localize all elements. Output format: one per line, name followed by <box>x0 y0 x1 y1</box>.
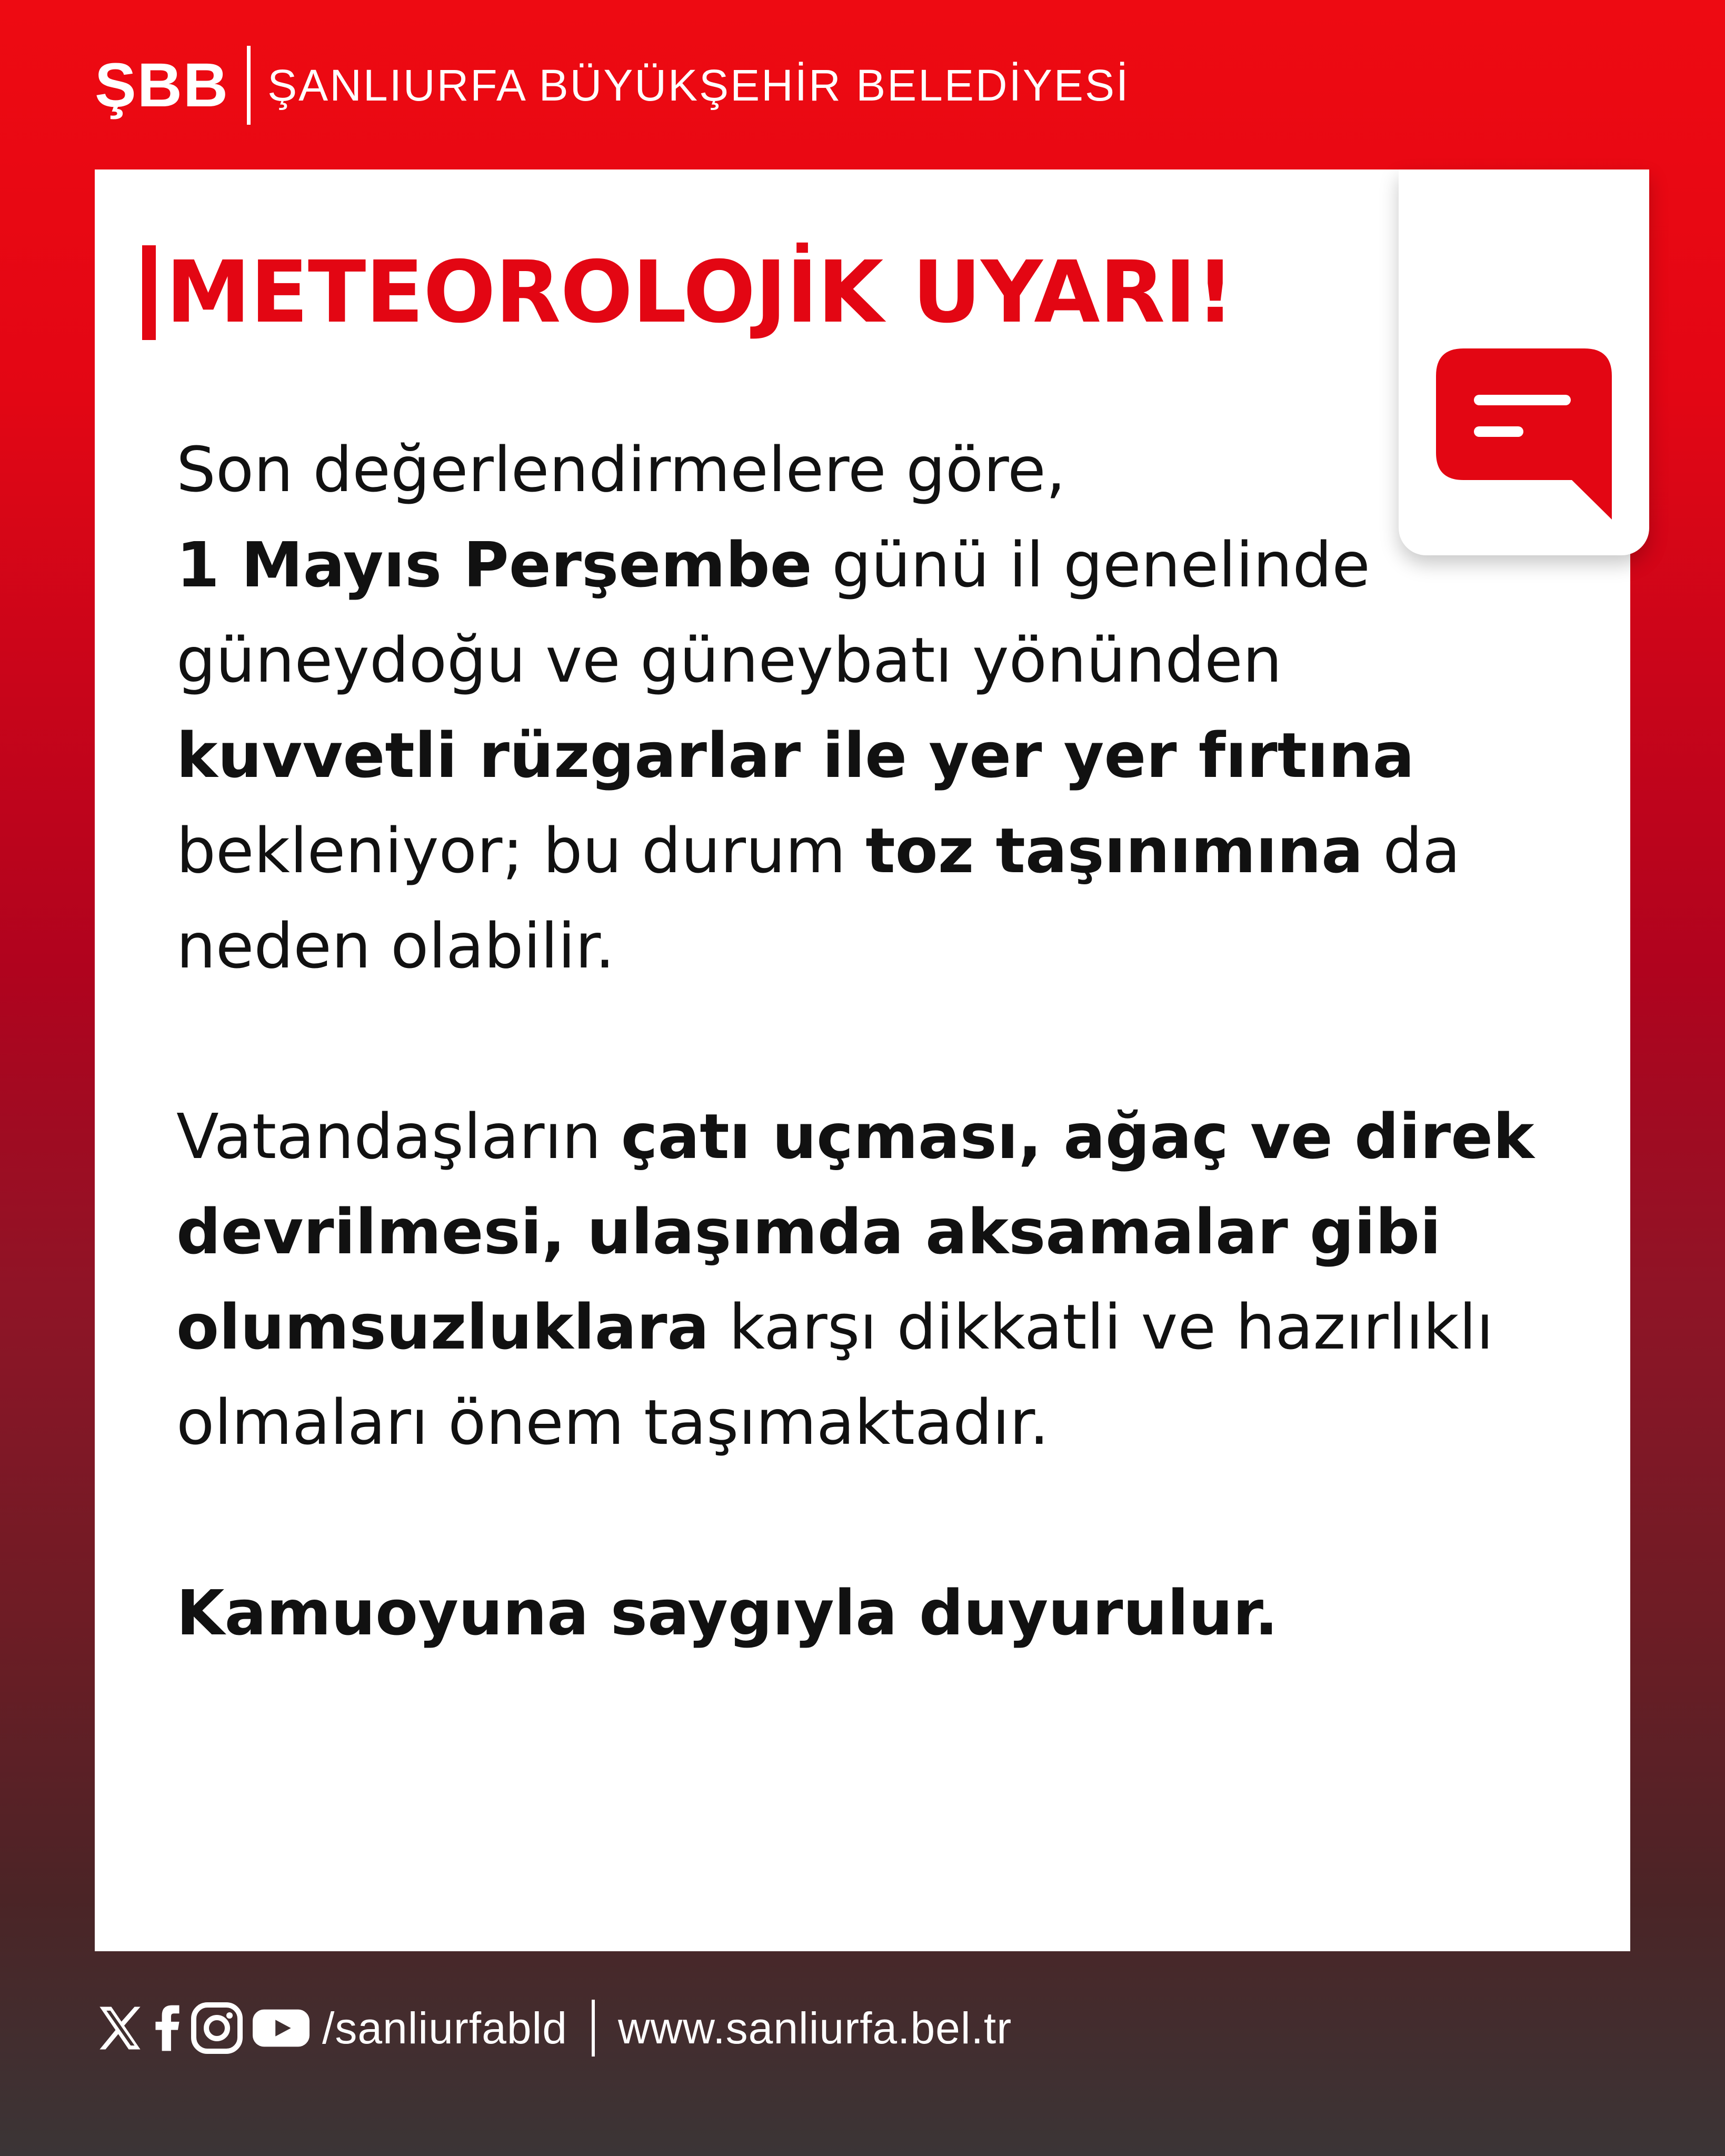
forecast-intro: Son değerlendirmelere göre, <box>176 433 1066 506</box>
organization-name: ŞANLIURFA BÜYÜKŞEHİR BELEDİYESİ <box>267 61 1130 110</box>
facebook-icon[interactable] <box>154 2002 181 2054</box>
forecast-text-2: bekleniyor; bu durum <box>176 814 846 887</box>
paragraph-warning <box>176 1089 1566 1470</box>
paragraph-closing <box>176 1565 1566 1661</box>
title-accent-bar <box>142 245 156 340</box>
header-divider <box>247 46 251 125</box>
forecast-text-1: günü il genelinde güneydoğu ve güneybatı yönünden <box>176 528 1370 696</box>
forecast-dust: toz taşınımına <box>865 814 1363 887</box>
social-handle[interactable]: /sanliurfabld <box>322 2003 567 2053</box>
footer <box>96 1999 1012 2057</box>
closing-text: Kamuoyuna saygıyla duyurulur. <box>176 1576 1279 1649</box>
paragraph-forecast <box>176 422 1566 994</box>
website-link[interactable]: www.sanliurfa.bel.tr <box>617 2003 1012 2053</box>
forecast-date: 1 Mayıs Perşembe <box>176 528 812 601</box>
header <box>95 43 1130 127</box>
forecast-text-3: da neden olabilir. <box>176 814 1461 982</box>
warning-text-1: Vatandaşların <box>176 1100 602 1173</box>
instagram-icon[interactable] <box>191 2002 243 2054</box>
youtube-icon[interactable] <box>253 2007 310 2049</box>
announcement-title: METEOROLOJİK UYARI! <box>166 243 1234 342</box>
warning-text-2: karşı dikkatli ve hazırlıklı olmaları önem taşımaktadır. <box>176 1291 1494 1459</box>
sbb-logo: ŞBB <box>95 51 230 120</box>
x-icon[interactable] <box>96 2002 144 2054</box>
warning-hazards: çatı uçması, ağaç ve direk devrilmesi, ulaşımda aksamalar gibi olumsuzluklara <box>176 1100 1534 1363</box>
footer-divider <box>592 2000 595 2057</box>
announcement-card <box>95 169 1630 1951</box>
forecast-wind: kuvvetli rüzgarlar ile yer yer fırtına <box>176 719 1415 792</box>
announcement-body <box>176 422 1566 1661</box>
